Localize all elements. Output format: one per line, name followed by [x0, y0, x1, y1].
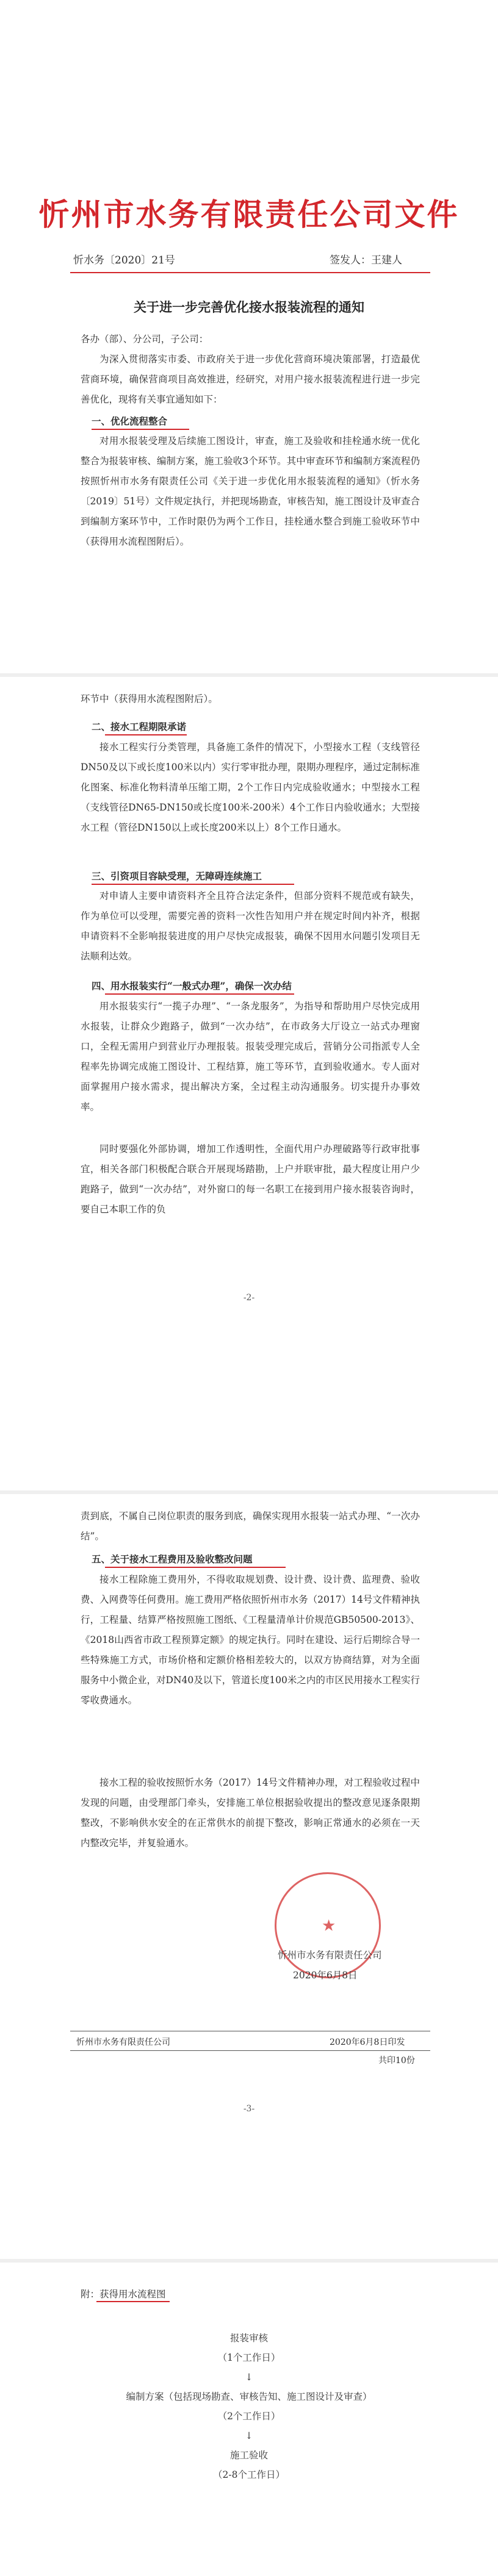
header-red-rule	[70, 272, 430, 273]
page-3	[0, 1494, 498, 2263]
page-number: -3-	[243, 2104, 255, 2114]
flow-step-2-duration: （2个工作日）	[217, 2411, 281, 2422]
section-4-heading: 四、用水报装实行“一般式办理”，确保一次办结	[92, 980, 292, 992]
doc-number: 忻水务〔2020〕21号	[73, 254, 175, 267]
footer-copies: 共印10份	[378, 2056, 415, 2066]
flow-step-3-title: 施工验收	[229, 2450, 268, 2461]
seal-star-icon: ★	[322, 1917, 336, 1935]
section-2-paragraph: 接水工程实行分类管理，具备施工条件的情况下，小型接水工程（支线管径DN50及以下或长度100米以内）实行零审批办理，限期办理程序，通过定制标准化图案、标准化物料清单压缩工期，2个工作日内完成验收通水；中型接水工程（支线管径DN65-DN150或长度100米-200米）4个工作日内验收通水；大型接水工程（管径DN150以上或长度200米以上）8个工作日通水。	[81, 742, 420, 833]
flow-step-1-duration: （1个工作日）	[217, 2352, 281, 2363]
section-5-heading: 五、关于接水工程费用及验收整改问题	[92, 1553, 253, 1565]
notice-title: 关于进一步完善优化接水报装流程的通知	[134, 299, 364, 315]
signature-date: 2020年6月8日	[293, 1970, 358, 1981]
signature-org: 忻州市水务有限责任公司	[278, 1950, 382, 1961]
page-2-lead: 环节中（获得用水流程图附后）。	[81, 693, 218, 704]
org-title: 忻州市水务有限责任公司文件	[38, 196, 460, 232]
section-4-paragraph-2: 同时要强化外部协调，增加工作透明性，全面代用户办理破路等行政审批事宜，相关各部门积极配合联合开展现场踏勘，上户并联审批，最大程度让用户少跑路子，做到“一次办结”，对外窗口的每一名职工在接到用户接水报装咨询时，要自己本职工作的负	[81, 1143, 420, 1215]
attachment-label: 附：获得用水流程图	[81, 2289, 166, 2300]
page-3-lead: 责到底，不属自己岗位职责的服务到底，确保实现用水报装一站式办理、“一次办结”。	[81, 1511, 420, 1542]
page-4	[0, 2263, 498, 2576]
attachment-underline	[96, 2301, 170, 2302]
intro-paragraph: 为深入贯彻落实市委、市政府关于进一步优化营商环境决策部署，打造最优营商环境，确保营商项目高效推进，经研究，对用户接水报装流程进行进一步完善优化，现将有关事宜通知如下：	[81, 354, 420, 405]
flow-step-3-duration: （2-8个工作日）	[213, 2469, 285, 2480]
section-3-heading: 三、引资项目容缺受理，无障碍连续施工	[92, 870, 262, 882]
section-5-paragraph-1: 接水工程除施工费用外，不得收取规划费、设计费、设计费、监理费、验收费、入网费等任何费用。施工费用严格依照忻州市水务（2017）14号文件精神执行，工程量、结算严格按照施工图纸、《工程量清单计价规范GB50500-2013》、《2018山西省市政工程预算定额》的规定执行。同时在建设、运行后期综合导一些特殊施工方式，市场价格和定额价格相差较大的，以双方协商结算，对为全面服务中小微企业，对DN40及以下，管道长度100米之内的市区民用接水工程实行零收费通水。	[81, 1574, 420, 1706]
footer-print-date: 2020年6月8日印发	[330, 2038, 405, 2047]
flow-step-1-title: 报装审核	[229, 2333, 268, 2344]
section-5-paragraph-2: 接水工程的验收按照忻水务（2017）14号文件精神办理，对工程验收过程中发现的问题，由受理部门牵头，安排施工单位根据验收提出的整改意见逐条限期整改，不影响供水安全的在正常供水的前提下整改，影响正常通水的必须在一天内整改完毕，并复验通水。	[81, 1777, 420, 1848]
section-4-paragraph-1: 用水报装实行“一揽子办理”、“一条龙服务”，为指导和帮助用户尽快完成用水报装，让群众少跑路子，做到“一次办结”，在市政务大厅设立一站式办理窗口，全程无需用户到营业厅办理报装。报装受理完成后，营销分公司指派专人全程率先协调完成施工图设计、工程结算，施工等环节，直到验收通水。专人面对面掌握用户接水需求，提出解决方案，全过程主动沟通服务。切实提升办事效率。	[81, 1001, 420, 1112]
footer-issuer: 忻州市水务有限责任公司	[76, 2038, 170, 2047]
section-4-underline	[105, 993, 294, 995]
section-1-underline	[92, 429, 189, 430]
flow-arrow-icon: ↓	[245, 2372, 253, 2383]
footer-rule-mid	[70, 2050, 430, 2051]
signer: 签发人：王建人	[330, 254, 402, 267]
section-1-paragraph: 对用水报装受理及后续施工图设计，审查，施工及验收和挂栓通水统一优化整合为报装审核、编制方案，施工验收3个环节。其中审查环节和编制方案流程仍按照忻州市水务有限责任公司《关于进一步优化用水报装流程的通知》（忻水务〔2019〕51号）文件规定执行，并把现场勘查，审核告知，施工图设计及审查合到编制方案环节中，工作时限仍为两个工作日，挂栓通水整合到施工验收环节中（获得用水流程图附后）。	[81, 435, 420, 547]
section-3-paragraph: 对申请人主要申请资料齐全且符合法定条件，但部分资料不规范或有缺失，作为单位可以受理，需要完善的资料一次性告知用户并在规定时间内补齐，根据申请资料不全影响报装进度的用户尽快完成报装，确保不因用水问题引发项目无法顺利达效。	[81, 890, 420, 962]
salutation: 各办（部）、分公司，子公司：	[81, 334, 209, 345]
section-3-underline	[92, 884, 294, 885]
page-number: -2-	[243, 1293, 255, 1303]
section-2-underline	[105, 734, 187, 735]
page-2	[0, 677, 498, 1494]
section-1-heading: 一、优化流程整合	[92, 415, 168, 427]
flow-step-2-title: 编制方案（包括现场勘查、审核告知、施工图设计及审查）	[126, 2391, 372, 2402]
page-1	[0, 0, 498, 677]
section-5-underline	[105, 1567, 286, 1568]
section-2-heading: 二、接水工程期限承诺	[92, 721, 187, 732]
flow-arrow-icon: ↓	[245, 2430, 253, 2441]
